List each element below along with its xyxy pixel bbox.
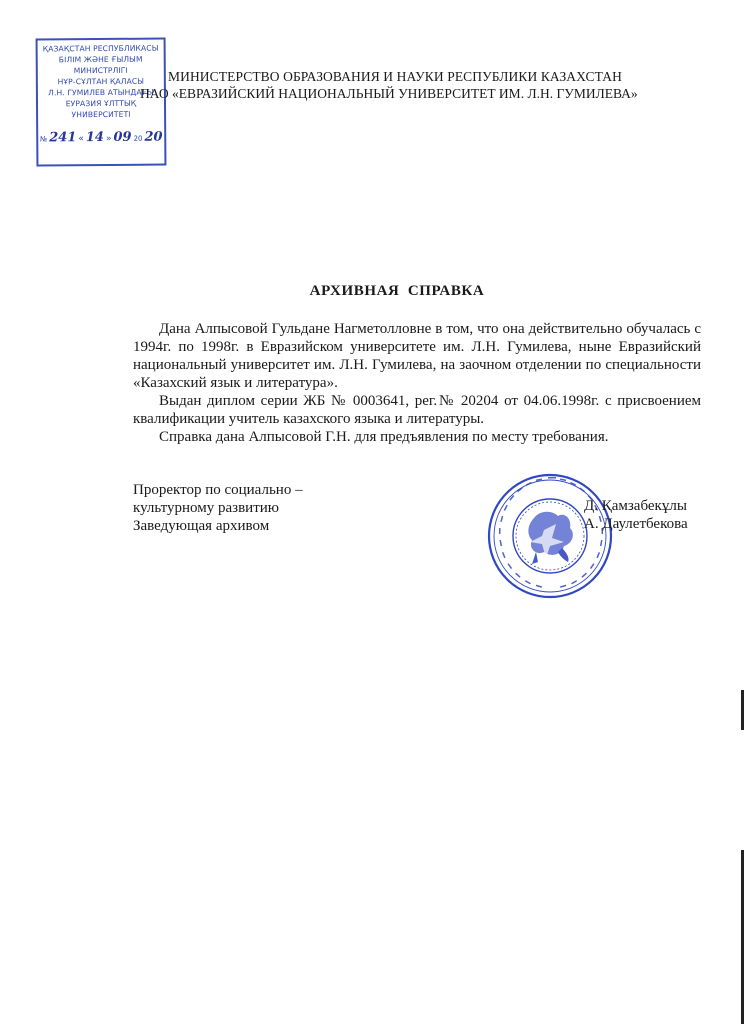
stamp-handwritten-number: 241 — [49, 130, 77, 146]
stamp-handwritten-day: 14 — [85, 129, 105, 146]
body-paragraph: Дана Алпысовой Гульдане Нагметолловне в том, что она действительно обучалась с 1994г. по 1998г. в Евразийском университете им. Л.Н. Гумилева, ныне Евразийский национальный университет им. Л.Н. Гумилева, на заочном отделении по специальности «Казахский язык и литература». — [133, 321, 701, 391]
university-seal-icon — [486, 472, 614, 600]
university-name: НАО «ЕВРАЗИЙСКИЙ НАЦИОНАЛЬНЫЙ УНИВЕРСИТЕТ ИМ. Л.Н. ГУМИЛЕВА» — [140, 86, 638, 101]
stamp-line: УНИВЕРСИТЕТІ — [71, 109, 131, 120]
stamp-separator: » — [105, 133, 112, 144]
stamp-handwritten-year: 20 — [144, 129, 163, 145]
ministry-name: МИНИСТЕРСТВО ОБРАЗОВАНИЯ И НАУКИ РЕСПУБЛИКИ КАЗАХСТАН — [168, 69, 622, 84]
stamp-date-row — [38, 130, 164, 146]
stamp-number-prefix: № — [39, 135, 48, 144]
stamp-line: НҰР-СҰЛТАН ҚАЛАСЫ — [57, 76, 145, 87]
body-paragraph: Выдан диплом серии ЖБ № 0003641, рег.№ 20204 от 04.06.1998г. с присвоением квалификации учитель казахского языка и литературы. — [133, 393, 701, 427]
stamp-line: ҚАЗАҚСТАН РЕСПУБЛИКАСЫ — [42, 43, 159, 54]
stamp-handwritten-month: 09 — [113, 129, 132, 145]
signatory-title: Проректор по социально – — [133, 482, 303, 498]
stamp-line: БІЛІМ ЖӘНЕ ҒЫЛЫМ — [58, 54, 143, 65]
document-header — [140, 68, 700, 102]
body-paragraph: Справка дана Алпысовой Г.Н. для предъявления по месту требования. — [159, 429, 609, 445]
signatory-title: культурному развитию — [133, 500, 279, 516]
stamp-separator: « — [78, 134, 84, 145]
stamp-year-prefix: 20 — [133, 134, 143, 143]
signatory-titles — [133, 481, 303, 535]
stamp-line: Л.Н. ГУМИЛЕВ АТЫНДАҒЫ — [48, 87, 154, 98]
signatory-name: Д. Қамзабекұлы — [584, 498, 687, 514]
signatory-title: Заведующая архивом — [133, 518, 270, 534]
stamp-line: ЕУРАЗИЯ ҰЛТТЫҚ — [65, 98, 137, 109]
signatory-names — [584, 497, 688, 533]
stamp-line: МИНИСТРЛІГІ — [73, 65, 128, 76]
signatory-name: А. Даулетбекова — [584, 516, 688, 532]
registration-stamp — [36, 38, 167, 167]
document-title: АРХИВНАЯ СПРАВКА — [309, 283, 485, 299]
document-body — [133, 320, 701, 446]
